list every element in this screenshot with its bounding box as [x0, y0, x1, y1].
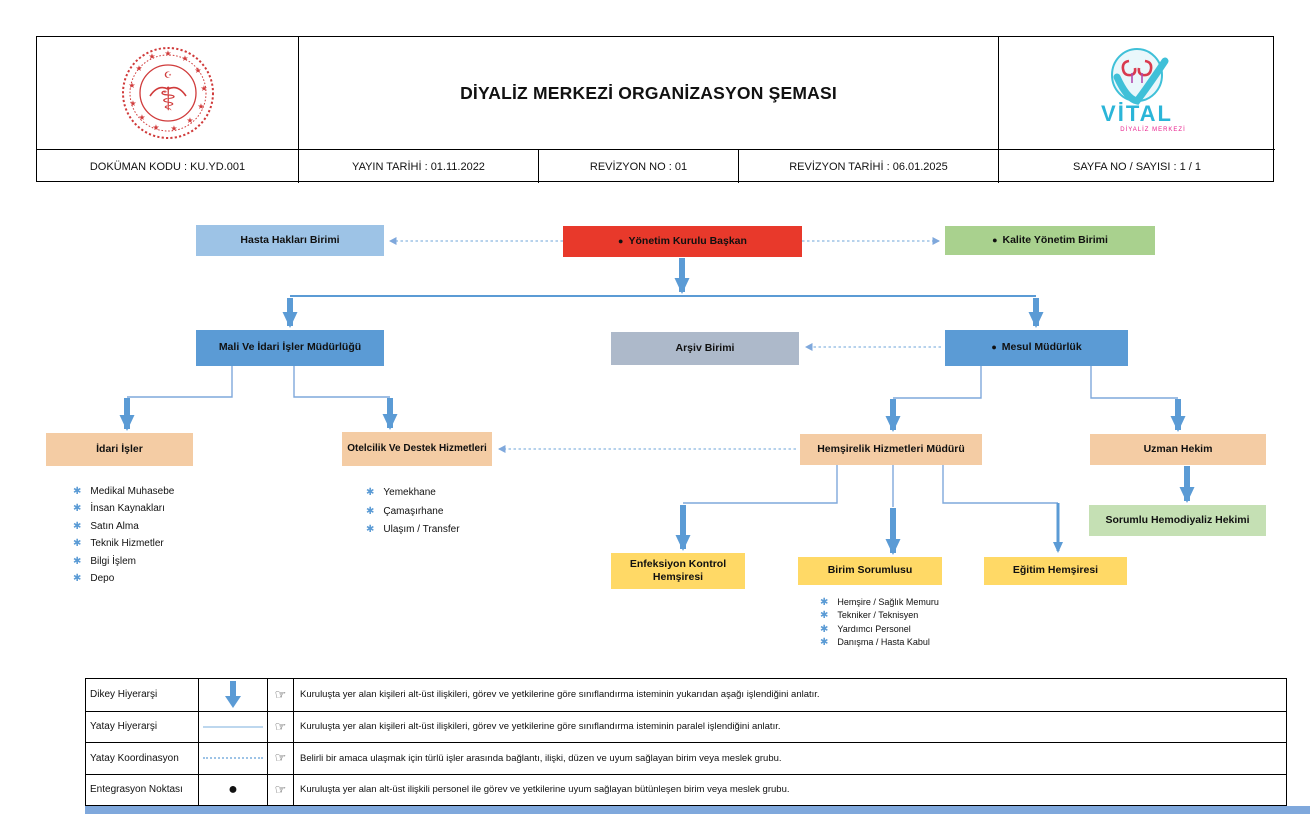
node-label: Uzman Hekim [1143, 442, 1213, 455]
svg-text:★: ★ [127, 81, 136, 90]
revision-no: REVİZYON NO : 01 [538, 149, 738, 183]
node-egitim-hemsiresi [984, 557, 1127, 585]
node-label: Arşiv Birimi [675, 341, 735, 354]
legend-label: Yatay Koordinasyon [86, 742, 198, 774]
node-label: Kalite Yönetim Birimi [1002, 233, 1108, 246]
node-idari-isler [46, 433, 193, 466]
svg-text:★: ★ [163, 49, 172, 58]
svg-text:★: ★ [196, 102, 205, 111]
revision-date: REVİZYON TARİHİ : 06.01.2025 [738, 149, 998, 183]
pointing-hand-icon: ☞ [267, 742, 293, 774]
legend-label: Yatay Hiyerarşi [86, 711, 198, 743]
svg-text:★: ★ [199, 84, 208, 93]
birim-sorumlusu-sublist [820, 597, 939, 650]
node-label: Eğitim Hemşiresi [1012, 564, 1099, 577]
svg-text:★: ★ [180, 54, 189, 63]
black-dot-icon: ● [198, 774, 267, 806]
asterisk-bullet-icon: ✱ [73, 572, 82, 584]
node-birim-sorumlusu [798, 557, 942, 585]
asterisk-bullet-icon: ✱ [366, 524, 375, 535]
doc-code: DOKÜMAN KODU : KU.YD.001 [37, 149, 298, 183]
svg-text:★: ★ [137, 113, 146, 122]
pointing-hand-icon: ☞ [267, 679, 293, 711]
node-label: Sorumlu Hemodiyaliz Hekimi [1105, 513, 1250, 526]
legend-description: Kuruluşta yer alan alt-üst ilişkili personel ile görev ve yetkilerine uyum sağlayan bütünleşen birim veya meslek grubu. [293, 774, 1286, 806]
node-label: Hemşirelik Hizmetleri Müdürü [817, 442, 965, 455]
list-item: ✱ Tekniker / Teknisyen [820, 610, 919, 622]
pointing-hand-icon: ☞ [267, 711, 293, 743]
asterisk-bullet-icon: ✱ [73, 555, 82, 567]
page-title: DİYALİZ MERKEZİ ORGANİZASYON ŞEMASI [298, 37, 998, 149]
node-kalite-yonetim-birimi [945, 226, 1155, 255]
vital-logo-text: VİTAL [1101, 101, 1173, 126]
node-uzman-hekim [1090, 434, 1266, 465]
otelcilik-sublist [366, 487, 460, 543]
node-label: Otelcilik Ve Destek Hizmetleri [347, 442, 487, 454]
svg-text:☪: ☪ [163, 71, 172, 81]
vital-logo-subtitle: DİYALİZ MERKEZİ [1120, 127, 1186, 133]
integration-point-marker: ● [992, 234, 998, 245]
legend-description: Kuruluşta yer alan kişileri alt-üst ilişkileri, görev ve yetkilerine göre sınıflandırma isteminin yukarıdan aşağı işlendiğini anlatır. [293, 679, 1286, 711]
idari-isler-sublist [73, 486, 174, 590]
integration-point-marker: ● [991, 342, 997, 353]
asterisk-bullet-icon: ✱ [73, 520, 82, 532]
asterisk-bullet-icon: ✱ [73, 503, 82, 515]
list-item: ✱ Depo [73, 572, 115, 584]
list-item: ✱ Hemşire / Sağlık Memuru [820, 597, 939, 608]
asterisk-bullet-icon: ✱ [366, 505, 375, 517]
node-otelcilik-ve-destek-hizmetleri [342, 432, 492, 466]
node-label: Birim Sorumlusu [827, 564, 913, 577]
list-item: ✱ Satın Alma [73, 520, 139, 532]
node-mesul-mudurluk [945, 330, 1128, 366]
list-item: ✱ Ulaşım / Transfer [366, 524, 460, 535]
node-mali-ve-idari-isler-mudurlugu [196, 330, 384, 366]
list-item: ✱ Yemekhane [366, 487, 436, 498]
list-item: ✱ Çamaşırhane [366, 505, 444, 517]
asterisk-bullet-icon: ✱ [820, 636, 829, 648]
integration-point-marker: ● [618, 235, 624, 246]
asterisk-bullet-icon: ✱ [73, 538, 82, 550]
node-yonetim-kurulu-baskan [563, 226, 802, 257]
legend-label: Entegrasyon Noktası [86, 774, 198, 806]
list-item: ✱ İnsan Kaynakları [73, 503, 165, 515]
svg-text:★: ★ [169, 124, 178, 133]
list-item: ✱ Danışma / Hasta Kabul [820, 636, 930, 648]
node-hemsirelik-hizmetleri-muduru [800, 434, 982, 465]
page-number: SAYFA NO / SAYISI : 1 / 1 [998, 149, 1275, 183]
svg-text:★: ★ [193, 66, 202, 75]
node-hasta-haklari-birimi [196, 225, 384, 256]
svg-text:⚕: ⚕ [158, 80, 177, 118]
asterisk-bullet-icon: ✱ [820, 597, 829, 608]
svg-text:★: ★ [134, 64, 143, 73]
node-label: İdari İşler [96, 442, 143, 455]
svg-text:★: ★ [128, 99, 137, 108]
list-item: ✱ Yardımcı Personel [820, 623, 911, 635]
node-label: Mesul Müdürlük [1001, 341, 1082, 354]
publish-date: YAYIN TARİHİ : 01.11.2022 [298, 149, 538, 183]
node-label: Hasta Hakları Birimi [240, 233, 340, 246]
asterisk-bullet-icon: ✱ [366, 487, 375, 498]
svg-text:★: ★ [185, 116, 194, 125]
node-label: Enfeksiyon Kontrol Hemşiresi [629, 557, 727, 583]
asterisk-bullet-icon: ✱ [73, 486, 82, 497]
pointing-hand-icon: ☞ [267, 774, 293, 806]
svg-text:★: ★ [151, 123, 160, 132]
node-sorumlu-hemodiyaliz-hekimi [1089, 505, 1266, 536]
legend-description: Kuruluşta yer alan kişileri alt-üst ilişkileri, görev ve yetkilerine göre sınıflandırma isteminin paralel işlendiğini anlatır. [293, 711, 1286, 743]
list-item: ✱ Bilgi İşlem [73, 555, 136, 567]
node-enfeksiyon-kontrol-hemsiresi [611, 553, 745, 589]
list-item: ✱ Teknik Hizmetler [73, 538, 164, 550]
svg-text:★: ★ [147, 52, 156, 61]
node-label: Mali Ve İdari İşler Müdürlüğü [218, 341, 362, 354]
legend-label: Dikey Hiyerarşi [90, 689, 158, 701]
legend-description: Belirli bir amaca ulaşmak için türlü işler arasında bağlantı, ilişki, düzen ve uyum sağlayan birim veya meslek grubu. [293, 742, 1286, 774]
node-arsiv-birimi [611, 332, 799, 365]
asterisk-bullet-icon: ✱ [820, 623, 829, 635]
asterisk-bullet-icon: ✱ [820, 610, 829, 622]
node-label: Yönetim Kurulu Başkan [628, 234, 747, 247]
list-item: ✱ Medikal Muhasebe [73, 486, 175, 497]
